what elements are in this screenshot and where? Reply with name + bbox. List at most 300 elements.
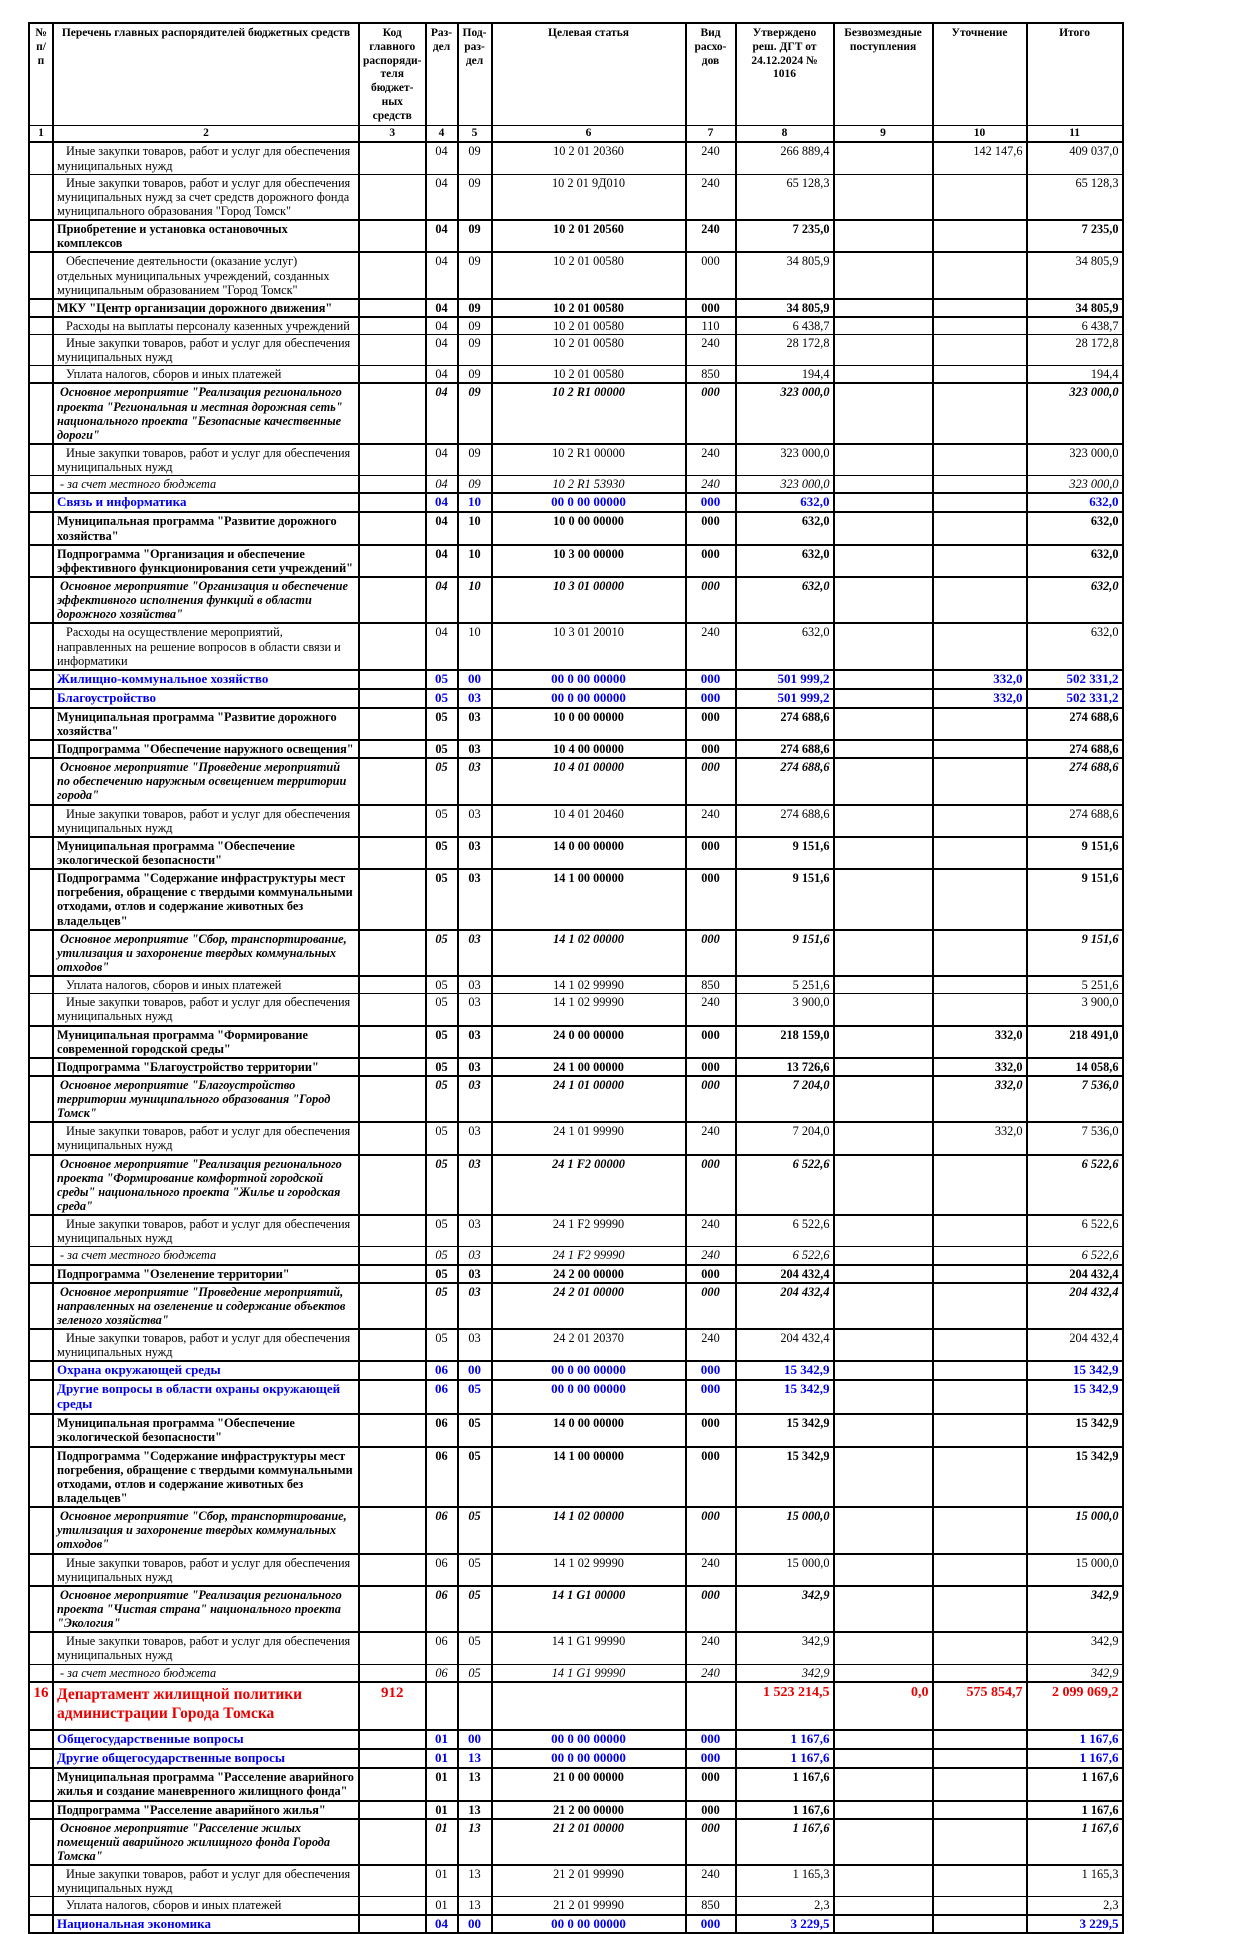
cell-approved: 1 165,3 xyxy=(736,1865,834,1897)
cell-target-article: 21 2 01 99990 xyxy=(492,1897,686,1915)
col-header-grbs-code: Код главного распоряди-теля бюджет-ных средств xyxy=(359,23,426,125)
cell-adjustment xyxy=(933,220,1027,252)
page xyxy=(0,22,1240,1931)
cell-approved: 6 522,6 xyxy=(736,1155,834,1216)
cell-expense-type: 000 xyxy=(686,1768,736,1800)
cell-total: 3 900,0 xyxy=(1027,994,1123,1026)
table-row xyxy=(29,1915,1123,1934)
cell-name: Основное мероприятие "Организация и обеспечение эффективного исполнения функций в области дорожного хозяйства" xyxy=(53,577,359,623)
cell-podrazdel: 10 xyxy=(458,577,492,623)
cell-total: 6 522,6 xyxy=(1027,1155,1123,1216)
cell-expense-type: 000 xyxy=(686,1586,736,1632)
cell-grbs-code xyxy=(359,930,426,976)
cell-name: Иные закупки товаров, работ и услуг для обеспечения муниципальных нужд xyxy=(53,444,359,476)
table-row xyxy=(29,758,1123,804)
cell-target-article: 00 0 00 00000 xyxy=(492,689,686,708)
cell-adjustment xyxy=(933,758,1027,804)
cell-razdel xyxy=(426,1682,458,1731)
cell-name: Муниципальная программа "Формирование современной городской среды" xyxy=(53,1026,359,1058)
cell-grbs-code xyxy=(359,623,426,669)
cell-name: Основное мероприятие "Реализация регионального проекта "Чистая страна" национального проекта "Экология" xyxy=(53,1586,359,1632)
cell-podrazdel: 10 xyxy=(458,493,492,512)
table-row xyxy=(29,1664,1123,1682)
cell-grbs-code xyxy=(359,1554,426,1586)
cell-grbs-code xyxy=(359,383,426,444)
cell-expense-type: 000 xyxy=(686,930,736,976)
cell-adjustment xyxy=(933,1329,1027,1361)
cell-expense-type: 000 xyxy=(686,299,736,317)
cell-row-number xyxy=(29,1026,53,1058)
cell-grbs-code xyxy=(359,1586,426,1632)
cell-total: 9 151,6 xyxy=(1027,930,1123,976)
cell-expense-type: 240 xyxy=(686,142,736,174)
col-header-grbs-list: Перечень главных распорядителей бюджетных средств xyxy=(53,23,359,125)
cell-approved: 204 432,4 xyxy=(736,1265,834,1283)
cell-adjustment xyxy=(933,1664,1027,1682)
cell-total: 7 536,0 xyxy=(1027,1076,1123,1122)
cell-gratuitous xyxy=(834,1664,933,1682)
table-row xyxy=(29,383,1123,444)
cell-gratuitous xyxy=(834,1247,933,1265)
col-header-podrazdel: Под-раз-дел xyxy=(458,23,492,125)
cell-grbs-code xyxy=(359,512,426,544)
cell-razdel: 06 xyxy=(426,1632,458,1664)
cell-gratuitous xyxy=(834,1897,933,1915)
cell-total: 14 058,6 xyxy=(1027,1058,1123,1076)
cell-approved: 9 151,6 xyxy=(736,869,834,930)
cell-row-number xyxy=(29,383,53,444)
cell-total: 502 331,2 xyxy=(1027,689,1123,708)
cell-razdel: 01 xyxy=(426,1801,458,1819)
cell-name: Уплата налогов, сборов и иных платежей xyxy=(53,976,359,994)
cell-target-article xyxy=(492,1682,686,1731)
cell-expense-type: 000 xyxy=(686,689,736,708)
cell-adjustment xyxy=(933,493,1027,512)
cell-adjustment xyxy=(933,1865,1027,1897)
table-row xyxy=(29,1380,1123,1414)
cell-expense-type: 000 xyxy=(686,1058,736,1076)
cell-grbs-code xyxy=(359,1058,426,1076)
cell-name: Муниципальная программа "Развитие дорожного хозяйства" xyxy=(53,512,359,544)
cell-approved: 323 000,0 xyxy=(736,383,834,444)
cell-total: 218 491,0 xyxy=(1027,1026,1123,1058)
cell-podrazdel: 03 xyxy=(458,1247,492,1265)
cell-row-number xyxy=(29,1664,53,1682)
cell-gratuitous xyxy=(834,1283,933,1329)
cell-razdel: 04 xyxy=(426,142,458,174)
cell-target-article: 14 0 00 00000 xyxy=(492,837,686,869)
col-header-total: Итого xyxy=(1027,23,1123,125)
cell-approved: 6 438,7 xyxy=(736,317,834,335)
table-row xyxy=(29,1554,1123,1586)
cell-row-number xyxy=(29,1414,53,1446)
cell-target-article: 24 1 00 00000 xyxy=(492,1058,686,1076)
cell-approved: 204 432,4 xyxy=(736,1329,834,1361)
cell-row-number xyxy=(29,1058,53,1076)
cell-podrazdel: 13 xyxy=(458,1768,492,1800)
cell-name: Иные закупки товаров, работ и услуг для обеспечения муниципальных нужд xyxy=(53,1329,359,1361)
table-row xyxy=(29,623,1123,669)
cell-gratuitous xyxy=(834,1361,933,1380)
table-row xyxy=(29,493,1123,512)
cell-razdel: 01 xyxy=(426,1865,458,1897)
cell-gratuitous xyxy=(834,174,933,220)
cell-podrazdel: 03 xyxy=(458,1265,492,1283)
cell-name: Основное мероприятие "Благоустройство территории муниципального образования "Город Томск" xyxy=(53,1076,359,1122)
cell-approved: 274 688,6 xyxy=(736,758,834,804)
col-number: 1 xyxy=(29,125,53,142)
cell-grbs-code xyxy=(359,220,426,252)
table-row xyxy=(29,708,1123,740)
col-header-adjustment: Уточнение xyxy=(933,23,1027,125)
cell-razdel: 04 xyxy=(426,444,458,476)
cell-grbs-code xyxy=(359,366,426,384)
cell-razdel: 04 xyxy=(426,299,458,317)
table-row xyxy=(29,1819,1123,1865)
col-number: 9 xyxy=(834,125,933,142)
cell-target-article: 10 2 01 00580 xyxy=(492,335,686,366)
cell-razdel: 04 xyxy=(426,366,458,384)
cell-approved: 1 167,6 xyxy=(736,1801,834,1819)
cell-gratuitous xyxy=(834,1554,933,1586)
cell-gratuitous xyxy=(834,1414,933,1446)
cell-target-article: 10 2 01 9Д010 xyxy=(492,174,686,220)
cell-expense-type: 240 xyxy=(686,1122,736,1154)
cell-target-article: 14 1 G1 00000 xyxy=(492,1586,686,1632)
cell-razdel: 05 xyxy=(426,994,458,1026)
cell-name: - за счет местного бюджета xyxy=(53,1247,359,1265)
cell-total: 5 251,6 xyxy=(1027,976,1123,994)
cell-target-article: 00 0 00 00000 xyxy=(492,1749,686,1768)
cell-total: 632,0 xyxy=(1027,577,1123,623)
table-row xyxy=(29,740,1123,758)
cell-podrazdel: 03 xyxy=(458,1329,492,1361)
cell-row-number xyxy=(29,1122,53,1154)
cell-gratuitous xyxy=(834,1768,933,1800)
cell-approved: 13 726,6 xyxy=(736,1058,834,1076)
cell-podrazdel: 00 xyxy=(458,1730,492,1749)
cell-approved: 6 522,6 xyxy=(736,1247,834,1265)
cell-podrazdel: 05 xyxy=(458,1554,492,1586)
cell-total: 323 000,0 xyxy=(1027,444,1123,476)
cell-name: Иные закупки товаров, работ и услуг для обеспечения муниципальных нужд xyxy=(53,335,359,366)
cell-adjustment xyxy=(933,1554,1027,1586)
cell-total: 194,4 xyxy=(1027,366,1123,384)
cell-name: Благоустройство xyxy=(53,689,359,708)
cell-target-article: 21 2 00 00000 xyxy=(492,1801,686,1819)
cell-grbs-code xyxy=(359,670,426,689)
cell-razdel: 04 xyxy=(426,220,458,252)
cell-approved: 274 688,6 xyxy=(736,708,834,740)
cell-approved: 15 342,9 xyxy=(736,1380,834,1414)
cell-name: Муниципальная программа "Расселение аварийного жилья и создание маневренного жилищного фонда" xyxy=(53,1768,359,1800)
cell-razdel: 05 xyxy=(426,837,458,869)
table-row xyxy=(29,335,1123,366)
cell-row-number xyxy=(29,1768,53,1800)
cell-grbs-code xyxy=(359,1361,426,1380)
cell-razdel: 06 xyxy=(426,1414,458,1446)
cell-total: 9 151,6 xyxy=(1027,869,1123,930)
cell-razdel: 05 xyxy=(426,1058,458,1076)
header-labels-row xyxy=(29,23,1123,125)
cell-expense-type: 240 xyxy=(686,220,736,252)
cell-razdel: 05 xyxy=(426,1155,458,1216)
table-row xyxy=(29,837,1123,869)
cell-expense-type: 240 xyxy=(686,805,736,837)
cell-razdel: 05 xyxy=(426,1122,458,1154)
cell-target-article: 00 0 00 00000 xyxy=(492,1915,686,1934)
cell-target-article: 00 0 00 00000 xyxy=(492,1730,686,1749)
cell-gratuitous xyxy=(834,976,933,994)
cell-gratuitous xyxy=(834,220,933,252)
cell-expense-type: 000 xyxy=(686,740,736,758)
cell-gratuitous xyxy=(834,252,933,298)
cell-adjustment xyxy=(933,512,1027,544)
cell-razdel: 05 xyxy=(426,1265,458,1283)
cell-name: - за счет местного бюджета xyxy=(53,476,359,494)
cell-name: Основное мероприятие "Реализация регионального проекта "Формирование комфортной городской среды" национального проекта "Жилье и городская среда" xyxy=(53,1155,359,1216)
cell-gratuitous xyxy=(834,1215,933,1247)
cell-adjustment xyxy=(933,1768,1027,1800)
cell-name: Основное мероприятие "Реализация регионального проекта "Региональная и местная дорожная сеть" национального проекта "Безопасные качественные дороги" xyxy=(53,383,359,444)
cell-gratuitous xyxy=(834,366,933,384)
cell-row-number xyxy=(29,930,53,976)
cell-gratuitous xyxy=(834,317,933,335)
table-row xyxy=(29,577,1123,623)
cell-approved: 9 151,6 xyxy=(736,930,834,976)
cell-gratuitous xyxy=(834,1076,933,1122)
cell-target-article: 10 3 00 00000 xyxy=(492,545,686,577)
cell-adjustment xyxy=(933,476,1027,494)
cell-row-number xyxy=(29,1865,53,1897)
cell-adjustment xyxy=(933,1380,1027,1414)
cell-podrazdel: 05 xyxy=(458,1447,492,1508)
cell-gratuitous xyxy=(834,1915,933,1934)
cell-grbs-code xyxy=(359,476,426,494)
cell-name: Уплата налогов, сборов и иных платежей xyxy=(53,366,359,384)
cell-target-article: 00 0 00 00000 xyxy=(492,1380,686,1414)
cell-gratuitous xyxy=(834,545,933,577)
table-row xyxy=(29,1122,1123,1154)
cell-target-article: 24 1 01 99990 xyxy=(492,1122,686,1154)
col-number: 10 xyxy=(933,125,1027,142)
table-row xyxy=(29,930,1123,976)
cell-target-article: 00 0 00 00000 xyxy=(492,1361,686,1380)
cell-expense-type: 000 xyxy=(686,758,736,804)
col-number: 4 xyxy=(426,125,458,142)
cell-podrazdel: 09 xyxy=(458,476,492,494)
cell-approved: 342,9 xyxy=(736,1586,834,1632)
cell-adjustment xyxy=(933,869,1027,930)
cell-name: Подпрограмма "Содержание инфраструктуры мест погребения, обращение с твердыми коммунальными отходами, отлов и содержание животных без владельцев" xyxy=(53,869,359,930)
cell-grbs-code xyxy=(359,1122,426,1154)
cell-name: Охрана окружающей среды xyxy=(53,1361,359,1380)
cell-row-number xyxy=(29,366,53,384)
cell-approved: 632,0 xyxy=(736,545,834,577)
table-row xyxy=(29,220,1123,252)
table-row xyxy=(29,444,1123,476)
cell-podrazdel: 09 xyxy=(458,252,492,298)
cell-gratuitous xyxy=(834,1329,933,1361)
cell-expense-type: 000 xyxy=(686,1801,736,1819)
cell-target-article: 24 1 01 00000 xyxy=(492,1076,686,1122)
cell-adjustment xyxy=(933,1897,1027,1915)
cell-podrazdel: 00 xyxy=(458,1361,492,1380)
cell-row-number xyxy=(29,577,53,623)
cell-row-number xyxy=(29,976,53,994)
table-body xyxy=(29,142,1123,1933)
cell-gratuitous: 0,0 xyxy=(834,1682,933,1731)
cell-adjustment xyxy=(933,1414,1027,1446)
cell-gratuitous xyxy=(834,1122,933,1154)
cell-razdel: 05 xyxy=(426,1329,458,1361)
cell-name: Департамент жилищной политики администрации Города Томска xyxy=(53,1682,359,1731)
cell-total: 1 167,6 xyxy=(1027,1819,1123,1865)
cell-row-number xyxy=(29,708,53,740)
cell-row-number xyxy=(29,299,53,317)
cell-razdel: 04 xyxy=(426,476,458,494)
cell-podrazdel: 00 xyxy=(458,670,492,689)
cell-expense-type: 000 xyxy=(686,1414,736,1446)
cell-podrazdel: 05 xyxy=(458,1414,492,1446)
col-header-target-article: Целевая статья xyxy=(492,23,686,125)
cell-total: 15 000,0 xyxy=(1027,1507,1123,1553)
col-number: 7 xyxy=(686,125,736,142)
cell-podrazdel: 13 xyxy=(458,1801,492,1819)
table-row xyxy=(29,1155,1123,1216)
cell-expense-type: 000 xyxy=(686,869,736,930)
cell-name: Муниципальная программа "Развитие дорожного хозяйства" xyxy=(53,708,359,740)
cell-razdel: 04 xyxy=(426,174,458,220)
cell-gratuitous xyxy=(834,670,933,689)
cell-name: Иные закупки товаров, работ и услуг для обеспечения муниципальных нужд xyxy=(53,1554,359,1586)
cell-approved: 1 167,6 xyxy=(736,1730,834,1749)
cell-razdel: 05 xyxy=(426,1215,458,1247)
cell-grbs-code xyxy=(359,1447,426,1508)
cell-row-number xyxy=(29,1897,53,1915)
cell-grbs-code xyxy=(359,252,426,298)
cell-grbs-code xyxy=(359,1730,426,1749)
cell-grbs-code xyxy=(359,1915,426,1934)
cell-adjustment xyxy=(933,545,1027,577)
cell-total: 632,0 xyxy=(1027,545,1123,577)
cell-podrazdel: 05 xyxy=(458,1507,492,1553)
cell-total: 1 167,6 xyxy=(1027,1730,1123,1749)
cell-name: Муниципальная программа "Обеспечение экологической безопасности" xyxy=(53,837,359,869)
cell-approved: 501 999,2 xyxy=(736,670,834,689)
header-numbers-row xyxy=(29,125,1123,142)
cell-gratuitous xyxy=(834,444,933,476)
cell-expense-type: 240 xyxy=(686,1554,736,1586)
cell-row-number xyxy=(29,220,53,252)
cell-grbs-code xyxy=(359,1865,426,1897)
cell-total: 34 805,9 xyxy=(1027,252,1123,298)
cell-expense-type: 110 xyxy=(686,317,736,335)
cell-expense-type: 000 xyxy=(686,1283,736,1329)
cell-gratuitous xyxy=(834,577,933,623)
cell-approved: 2,3 xyxy=(736,1897,834,1915)
cell-name: Подпрограмма "Содержание инфраструктуры мест погребения, обращение с твердыми коммунальными отходами, отлов и содержание животных без владельцев" xyxy=(53,1447,359,1508)
cell-approved: 501 999,2 xyxy=(736,689,834,708)
cell-name: Другие общегосударственные вопросы xyxy=(53,1749,359,1768)
cell-adjustment xyxy=(933,1749,1027,1768)
cell-grbs-code xyxy=(359,1801,426,1819)
cell-target-article: 21 2 01 00000 xyxy=(492,1819,686,1865)
cell-target-article: 10 2 R1 53930 xyxy=(492,476,686,494)
cell-total: 204 432,4 xyxy=(1027,1265,1123,1283)
cell-expense-type: 000 xyxy=(686,837,736,869)
cell-adjustment xyxy=(933,577,1027,623)
table-row xyxy=(29,142,1123,174)
cell-total: 204 432,4 xyxy=(1027,1283,1123,1329)
cell-razdel: 01 xyxy=(426,1768,458,1800)
cell-name: Подпрограмма "Организация и обеспечение эффективного функционирования сети учреждений" xyxy=(53,545,359,577)
cell-total: 632,0 xyxy=(1027,493,1123,512)
cell-expense-type: 240 xyxy=(686,1632,736,1664)
cell-adjustment xyxy=(933,299,1027,317)
cell-expense-type: 000 xyxy=(686,670,736,689)
cell-razdel: 06 xyxy=(426,1586,458,1632)
cell-name: Национальная экономика xyxy=(53,1915,359,1934)
cell-gratuitous xyxy=(834,1865,933,1897)
cell-total: 15 342,9 xyxy=(1027,1361,1123,1380)
cell-grbs-code xyxy=(359,758,426,804)
cell-target-article: 10 2 01 00580 xyxy=(492,252,686,298)
cell-name: Уплата налогов, сборов и иных платежей xyxy=(53,1897,359,1915)
cell-razdel: 05 xyxy=(426,689,458,708)
cell-approved: 15 342,9 xyxy=(736,1447,834,1508)
cell-total: 632,0 xyxy=(1027,512,1123,544)
cell-row-number xyxy=(29,1215,53,1247)
cell-approved: 194,4 xyxy=(736,366,834,384)
cell-razdel: 06 xyxy=(426,1507,458,1553)
col-header-gratuitous: Безвозмездные поступления xyxy=(834,23,933,125)
cell-approved: 632,0 xyxy=(736,512,834,544)
cell-row-number xyxy=(29,1283,53,1329)
cell-grbs-code xyxy=(359,869,426,930)
table-row xyxy=(29,1447,1123,1508)
cell-total: 3 229,5 xyxy=(1027,1915,1123,1934)
cell-expense-type: 000 xyxy=(686,1026,736,1058)
cell-adjustment: 575 854,7 xyxy=(933,1682,1027,1731)
cell-expense-type: 000 xyxy=(686,577,736,623)
cell-adjustment xyxy=(933,1283,1027,1329)
cell-podrazdel: 05 xyxy=(458,1586,492,1632)
cell-row-number xyxy=(29,476,53,494)
cell-approved: 9 151,6 xyxy=(736,837,834,869)
cell-row-number xyxy=(29,174,53,220)
cell-gratuitous xyxy=(834,1265,933,1283)
cell-row-number xyxy=(29,1265,53,1283)
cell-grbs-code xyxy=(359,317,426,335)
table-row xyxy=(29,1215,1123,1247)
cell-approved: 342,9 xyxy=(736,1632,834,1664)
cell-adjustment xyxy=(933,1730,1027,1749)
cell-grbs-code xyxy=(359,1414,426,1446)
cell-total: 6 522,6 xyxy=(1027,1247,1123,1265)
cell-total: 342,9 xyxy=(1027,1632,1123,1664)
cell-podrazdel: 05 xyxy=(458,1632,492,1664)
cell-podrazdel: 05 xyxy=(458,1380,492,1414)
cell-expense-type: 240 xyxy=(686,476,736,494)
cell-adjustment xyxy=(933,1361,1027,1380)
cell-target-article: 24 0 00 00000 xyxy=(492,1026,686,1058)
cell-adjustment xyxy=(933,740,1027,758)
cell-name: Основное мероприятие "Проведение мероприятий, направленных на озеленение и содержание объектов зеленого хозяйства" xyxy=(53,1283,359,1329)
table-row xyxy=(29,299,1123,317)
cell-row-number xyxy=(29,252,53,298)
cell-podrazdel: 09 xyxy=(458,220,492,252)
